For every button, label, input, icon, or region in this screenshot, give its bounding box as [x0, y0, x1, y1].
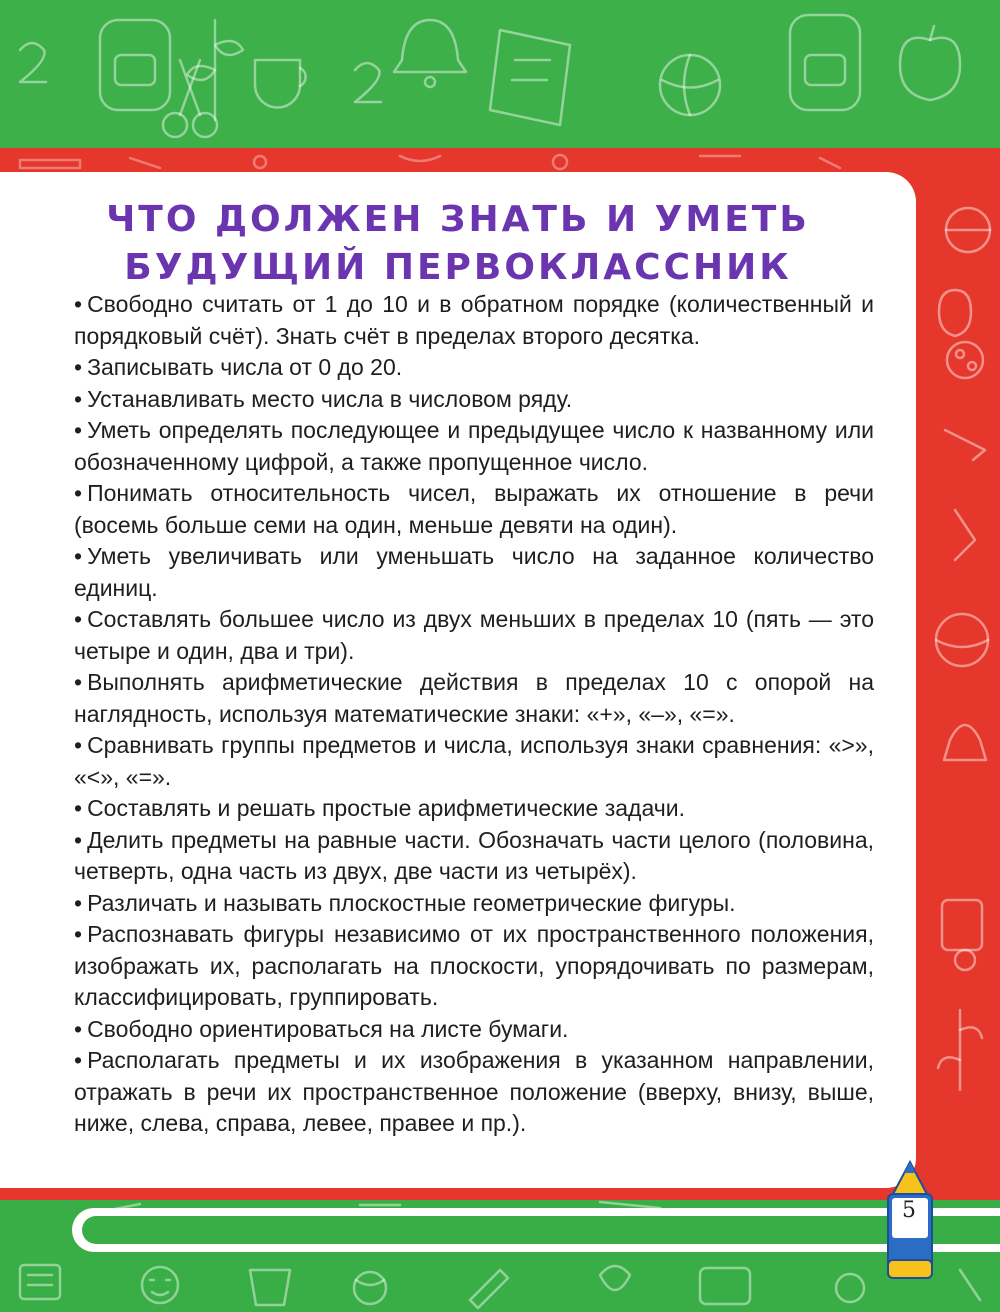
- list-item: • Различать и называть плоскостные геометрические фигуры.: [74, 889, 736, 916]
- footer-bar-inner: [82, 1216, 1000, 1244]
- bullet-icon: •: [74, 795, 83, 821]
- bullet-icon: •: [74, 543, 83, 569]
- list-item: • Понимать относительность чисел, выражать их отношение в речи (восемь больше семи на один, меньше девяти на один).: [74, 480, 874, 538]
- book-icon: [490, 30, 570, 125]
- bullet-icon: •: [74, 291, 83, 317]
- bullet-icon: •: [74, 921, 83, 947]
- backpack-icon: [100, 20, 170, 110]
- number-two-icon: [20, 43, 381, 102]
- skills-list: [74, 289, 874, 1140]
- page-title: [0, 196, 916, 292]
- backpack-icon-2: [790, 15, 860, 110]
- bullet-icon: •: [74, 385, 83, 412]
- list-item: • Устанавливать место числа в числовом ряду.: [74, 385, 573, 412]
- cup-icon: [255, 60, 306, 108]
- list-item: • Сравнивать группы предметов и числа, используя знаки сравнения: «>», «<», «=».: [74, 732, 874, 790]
- list-item: • Делить предметы на равные части. Обозначать части целого (половина, четверть, одна часть из двух, две части из четырёх).: [74, 826, 874, 884]
- bullet-icon: •: [74, 417, 83, 443]
- list-item: • Свободно считать от 1 до 10 и в обратном порядке (количественный и порядковый счёт). Знать счёт в пределах второго десятка.: [74, 291, 874, 349]
- left-edge-doodles: [20, 155, 840, 169]
- page-title-line-1: ЧТО ДОЛЖЕН ЗНАТЬ И УМЕТЬ: [106, 199, 810, 240]
- bullet-icon: •: [74, 1015, 83, 1042]
- bullet-icon: •: [74, 354, 83, 380]
- page-title-line-2: БУДУЩИЙ ПЕРВОКЛАССНИК: [124, 247, 792, 288]
- list-item: • Уметь увеличивать или уменьшать число на заданное количество единиц.: [74, 543, 874, 601]
- ball-icon: [660, 55, 720, 115]
- list-item: • Составлять большее число из двух меньших в пределах 10 (пять — это четыре и один, два и три).: [74, 606, 874, 664]
- bullet-icon: •: [74, 826, 83, 853]
- right-edge-doodles: [936, 208, 990, 1090]
- bullet-icon: •: [74, 889, 83, 916]
- list-item: • Распознавать фигуры независимо от их пространственного положения, изображать их, располагать на плоскости, упорядочивать по размерам, классифицировать, группировать.: [74, 921, 874, 1010]
- list-item: • Записывать числа от 0 до 20.: [74, 354, 403, 380]
- page-number: 5: [902, 1198, 916, 1223]
- list-item: • Уметь определять последующее и предыдущее число к названному или обозначенному цифрой, а также пропущенное число.: [74, 417, 874, 475]
- bullet-icon: •: [74, 480, 83, 506]
- list-item: • Располагать предметы и их изображения в указанном направлении, отражать в речи их пространственное положение (вверху, внизу, выше, ниже, слева, справа, левее, правее и пр.).: [74, 1047, 874, 1136]
- apple-icon: [900, 26, 960, 100]
- bullet-icon: •: [74, 606, 83, 632]
- bullet-icon: •: [74, 732, 83, 758]
- list-item: • Составлять и решать простые арифметические задачи.: [74, 795, 685, 821]
- bullet-icon: •: [74, 1047, 83, 1073]
- bell-icon: [394, 20, 466, 87]
- list-item: • Выполнять арифметические действия в пределах 10 с опорой на наглядность, используя математические знаки: «+», «–», «=».: [74, 669, 874, 727]
- list-item: • Свободно ориентироваться на листе бумаги.: [74, 1015, 569, 1042]
- bullet-icon: •: [74, 669, 83, 695]
